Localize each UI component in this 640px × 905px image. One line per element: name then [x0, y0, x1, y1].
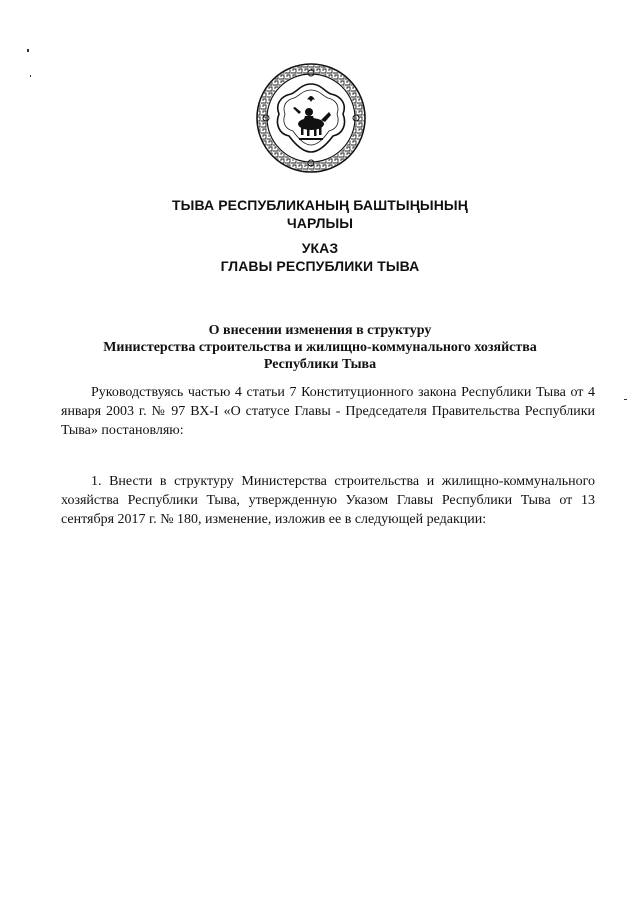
- header-tuvan-line2: ЧАРЛЫЫ: [286, 215, 354, 231]
- scan-mark: [30, 75, 31, 77]
- intro-text: Руководствуясь частью 4 статьи 7 Конституционного закона Республики Тыва от 4 января 2003 г. № 97 ВХ-I «О статусе Главы - Председателя Правительства Республики Тыва» постановляю:: [61, 385, 595, 438]
- intro-paragraph: [61, 383, 595, 440]
- item-1-paragraph: [61, 472, 595, 529]
- header-tuvan-line1: ТЫВА РЕСПУБЛИКАНЫҢ БАШТЫҢЫНЫҢ: [172, 197, 468, 213]
- document-title-line3: Республики Тыва: [263, 357, 377, 372]
- document-title-line1: О внесении изменения в структуру: [208, 323, 432, 338]
- item-1-text: 1. Внести в структуру Министерства строительства и жилищно-коммунального хозяйства Республики Тыва, утвержденную Указом Главы Республики Тыва от 13 сентября 2017 г. № 180, изменение, изложив ее в следующей редакции:: [61, 474, 595, 527]
- coat-of-arms-icon: [255, 62, 367, 174]
- header-glavy: ГЛАВЫ РЕСПУБЛИКИ ТЫВА: [220, 258, 420, 274]
- document-title-line2: Министерства строительства и жилищно-коммунального хозяйства: [103, 340, 537, 355]
- scan-mark: [27, 49, 29, 52]
- header-ukaz: УКАЗ: [301, 240, 339, 256]
- scan-mark: [624, 399, 627, 400]
